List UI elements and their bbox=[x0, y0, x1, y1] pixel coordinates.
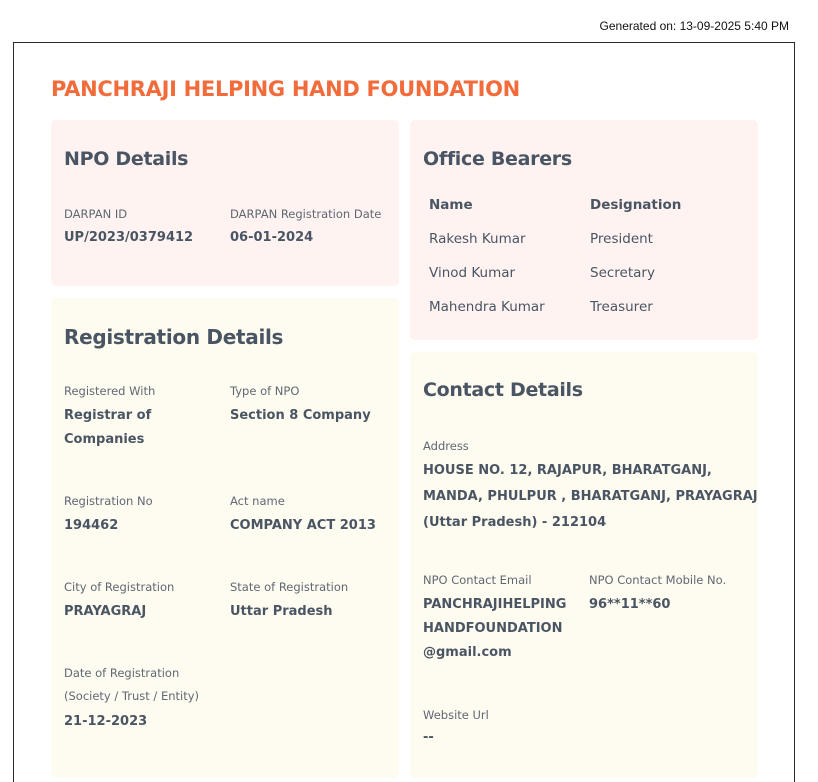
npo-details-card bbox=[51, 120, 399, 286]
bearers-designation-header: Designation bbox=[590, 197, 682, 213]
contact-details-card bbox=[410, 352, 758, 778]
bearers-name-header: Name bbox=[429, 197, 473, 213]
date-of-registration-value: 21-12-2023 bbox=[64, 714, 148, 729]
npo-details-title: NPO Details bbox=[64, 148, 189, 170]
address-label: Address bbox=[423, 439, 469, 453]
contact-email-value: PANCHRAJIHELPINGHANDFOUNDATION@gmail.com bbox=[423, 597, 567, 660]
npo-type-label: Type of NPO bbox=[230, 384, 300, 398]
contact-email-label: NPO Contact Email bbox=[423, 573, 532, 587]
npo-type-value: Section 8 Company bbox=[230, 408, 371, 423]
generated-timestamp: Generated on: 13-09-2025 5:40 PM bbox=[599, 19, 789, 33]
office-bearers-title: Office Bearers bbox=[423, 148, 572, 170]
contact-mobile-label: NPO Contact Mobile No. bbox=[589, 573, 727, 587]
darpan-reg-date-value: 06-01-2024 bbox=[230, 230, 314, 245]
bearer-name: Mahendra Kumar bbox=[429, 299, 545, 315]
act-name-value: COMPANY ACT 2013 bbox=[230, 518, 376, 533]
registered-with-value: Registrar of Companies bbox=[64, 408, 152, 447]
date-of-registration-label: Date of Registration bbox=[64, 666, 180, 680]
office-bearers-card bbox=[410, 120, 758, 340]
registration-no-label: Registration No bbox=[64, 494, 153, 508]
date-of-registration-sublabel: (Society / Trust / Entity) bbox=[64, 689, 200, 703]
address-value: HOUSE NO. 12, RAJAPUR, BHARATGANJ, MANDA, PHULPUR , BHARATGANJ, PRAYAGRAJ (Uttar Pradesh) - 212104 bbox=[423, 463, 758, 530]
city-of-registration-value: PRAYAGRAJ bbox=[64, 604, 147, 619]
city-of-registration-label: City of Registration bbox=[64, 580, 175, 594]
state-of-registration-label: State of Registration bbox=[230, 580, 349, 594]
organization-name: PANCHRAJI HELPING HAND FOUNDATION bbox=[51, 77, 520, 101]
contact-details-title: Contact Details bbox=[423, 379, 583, 401]
darpan-reg-date-label: DARPAN Registration Date bbox=[230, 207, 382, 221]
bearer-name: Vinod Kumar bbox=[429, 265, 516, 281]
act-name-label: Act name bbox=[230, 494, 285, 508]
registration-details-card bbox=[51, 298, 399, 778]
registration-no-value: 194462 bbox=[64, 518, 119, 533]
darpan-id-value: UP/2023/0379412 bbox=[64, 230, 194, 245]
website-value: -- bbox=[423, 730, 434, 745]
contact-mobile-value: 96**11**60 bbox=[589, 597, 671, 612]
registration-details-title: Registration Details bbox=[64, 325, 284, 349]
bearer-designation: President bbox=[590, 231, 653, 247]
state-of-registration-value: Uttar Pradesh bbox=[230, 604, 333, 619]
bearer-name: Rakesh Kumar bbox=[429, 231, 526, 247]
website-label: Website Url bbox=[423, 708, 489, 722]
bearer-designation: Secretary bbox=[590, 265, 655, 281]
registered-with-label: Registered With bbox=[64, 384, 156, 398]
bearer-designation: Treasurer bbox=[590, 299, 653, 315]
darpan-id-label: DARPAN ID bbox=[64, 207, 128, 221]
